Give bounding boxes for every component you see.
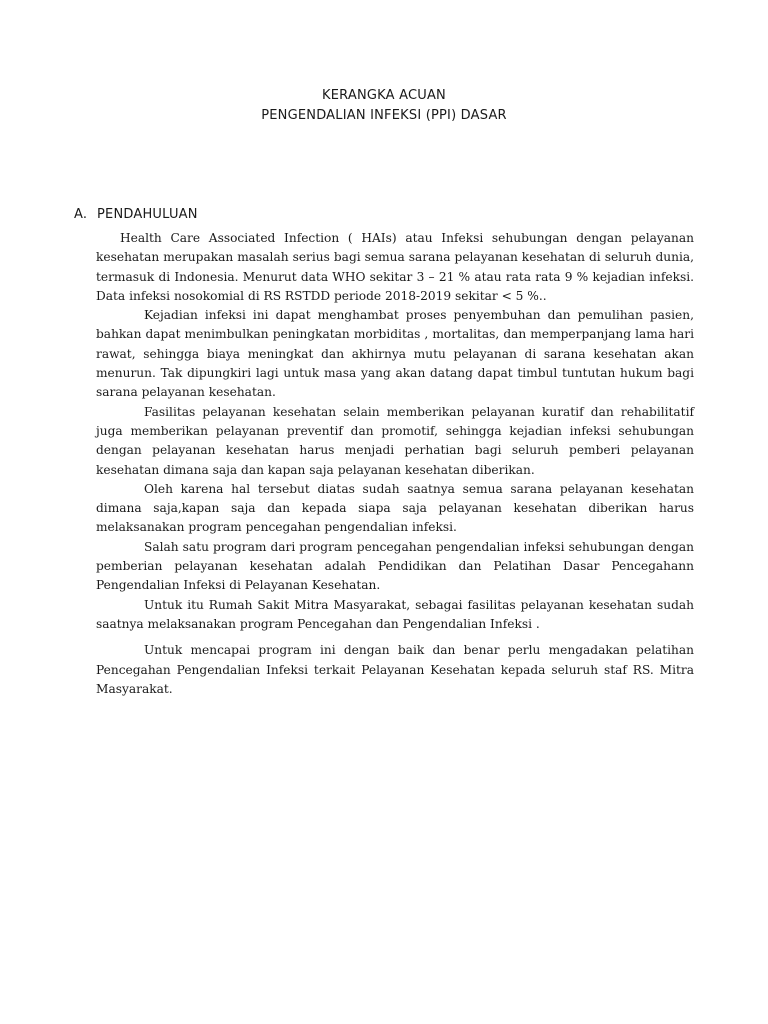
title-line-1: KERANGKA ACUAN bbox=[322, 88, 446, 103]
document-title bbox=[0, 86, 768, 126]
paragraph-4: Oleh karena hal tersebut diatas sudah saatnya semua sarana pelayanan kesehatan dimana saja,kapan saja dan kepada siapa saja pelayanan kesehatan diberikan harus melaksanakan program pencegahan pengendalian infeksi. bbox=[96, 481, 694, 535]
paragraph-5: Salah satu program dari program pencegahan pengendalian infeksi sehubungan dengan pemberian pelayanan kesehatan adalah Pendidikan dan Pelatihan Dasar Pencegahann Pengendalian Infeksi di Pelayanan Kesehatan. bbox=[96, 539, 694, 593]
section-body bbox=[96, 229, 694, 699]
paragraph-6: Untuk itu Rumah Sakit Mitra Masyarakat, sebagai fasilitas pelayanan kesehatan sudah saatnya melaksanakan program Pencegahan dan Pengendalian Infeksi . bbox=[96, 597, 694, 631]
section-heading-text: PENDAHULUAN bbox=[97, 207, 198, 222]
paragraph-1: Health Care Associated Infection ( HAIs) atau Infeksi sehubungan dengan pelayanan kesehatan merupakan masalah serius bagi semua sarana pelayanan kesehatan di seluruh dunia, termasuk di Indonesia. Menurut data WHO sekitar 3 – 21 % atau rata rata 9 % kejadian infeksi. Data infeksi nosokomial di RS RSTDD periode 2018-2019 sekitar < 5 %.. bbox=[96, 231, 694, 303]
paragraph-7: Untuk mencapai program ini dengan baik dan benar perlu mengadakan pelatihan Pencegahan Pengendalian Infeksi terkait Pelayanan Kesehatan kepada seluruh staf RS. Mitra Masyarakat. bbox=[96, 643, 694, 696]
section-letter: A. bbox=[74, 207, 88, 222]
paragraph-2: Kejadian infeksi ini dapat menghambat proses penyembuhan dan pemulihan pasien, bahkan dapat menimbulkan peningkatan morbiditas , mortalitas, dan memperpanjang lama hari rawat, sehingga biaya meningkat dan akhirnya mutu pelayanan di sarana kesehatan akan menurun. Tak dipungkiri lagi untuk masa yang akan datang dapat timbul tuntutan hukum bagi sarana pelayanan kesehatan. bbox=[96, 308, 694, 400]
section-heading bbox=[74, 205, 198, 225]
title-line-2: PENGENDALIAN INFEKSI (PPI) DASAR bbox=[261, 108, 507, 123]
paragraph-3: Fasilitas pelayanan kesehatan selain memberikan pelayanan kuratif dan rehabilitatif juga memberikan pelayanan preventif dan promotif, sehingga kejadian infeksi sehubungan dengan pelayanan kesehatan harus menjadi perhatian bagi seluruh pemberi pelayanan kesehatan dimana saja dan kapan saja pelayanan kesehatan diberikan. bbox=[96, 404, 694, 477]
